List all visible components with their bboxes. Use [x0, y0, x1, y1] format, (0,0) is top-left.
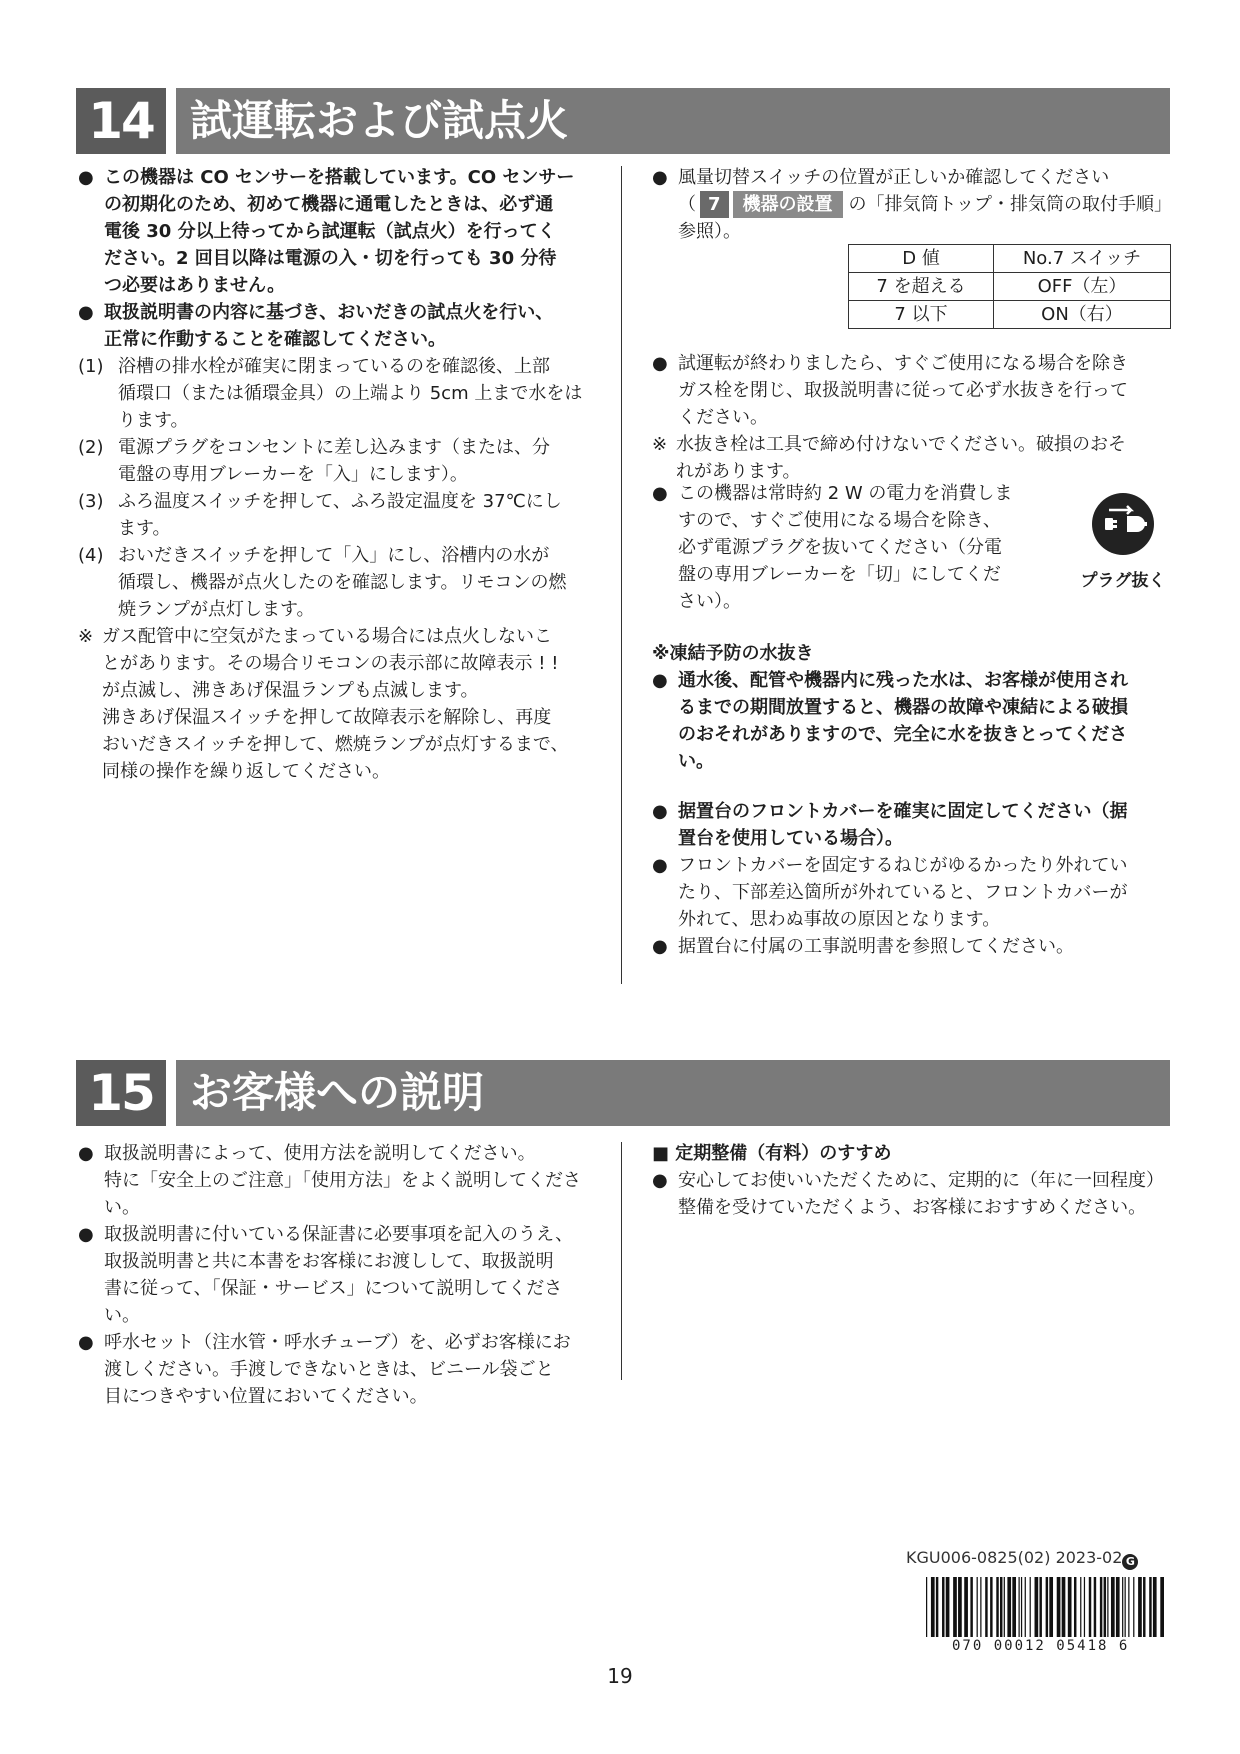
- bullet-item: [78, 1329, 598, 1410]
- line: 浴槽の排水栓が確実に閉まっているのを確認後、上部: [118, 356, 550, 377]
- table-header-cell: No.7 スイッチ: [994, 245, 1171, 273]
- bullet-marker: ●: [78, 1332, 94, 1353]
- bullet-marker: ●: [652, 936, 668, 957]
- bullet-marker: ●: [78, 167, 94, 188]
- g-mark-icon: G: [1122, 1554, 1138, 1570]
- column-divider: [621, 1142, 622, 1380]
- line: 同様の操作を繰り返してください。: [102, 761, 390, 782]
- step-number: (1): [78, 356, 104, 377]
- line: 取扱説明書と共に本書をお客様にお渡しして、取扱説明: [104, 1251, 554, 1272]
- line: い。: [104, 1197, 140, 1218]
- stand-items: [652, 798, 1172, 960]
- line: 整備を受けていただくよう、お客様におすすめください。: [678, 1197, 1147, 1218]
- table-row: [849, 273, 1171, 301]
- bullet-marker: ●: [652, 353, 668, 374]
- maintenance-items: [652, 1167, 1172, 1221]
- table-cell: 7 を超える: [849, 273, 994, 301]
- section-15-right-column: [652, 1140, 1172, 1221]
- table-row: [849, 301, 1171, 329]
- bullet-marker: ●: [652, 855, 668, 876]
- line: 特に「安全上のご注意」「使用方法」をよく説明してくださ: [104, 1170, 581, 1191]
- line: 水抜き栓は工具で締め付けないでください。破損のおそ: [676, 434, 1126, 455]
- line: ます。: [118, 518, 171, 539]
- step-number: (3): [78, 491, 104, 512]
- note-item: [78, 623, 598, 785]
- section-number: 15: [76, 1060, 166, 1126]
- fan-switch-bullet: [652, 164, 1172, 245]
- line: 電後 30 分以上待ってから試運転（試点火）を行ってく: [104, 221, 556, 242]
- line: のおそれがありますので、完全に水を抜きとってくださ: [678, 724, 1128, 745]
- line: 外れて、思わぬ事故の原因となります。: [678, 909, 1001, 930]
- bullet-item: [652, 933, 1172, 960]
- line: が点滅し、沸きあげ保温ランプも点滅します。: [102, 680, 479, 701]
- numbered-step: [78, 434, 598, 488]
- barcode-digits: 070 00012 05418 6: [952, 1638, 1130, 1654]
- line: 風量切替スイッチの位置が正しいか確認してください: [678, 167, 1110, 188]
- unplug-label: プラグ抜く: [1080, 571, 1166, 591]
- line: つ必要はありません。: [104, 275, 286, 296]
- bullet-item: [652, 350, 1172, 431]
- line: 必ず電源プラグを抜いてください（分電: [678, 537, 1002, 558]
- line: 書に従って、「保証・サービス」について説明してください。: [104, 1278, 563, 1326]
- bullet-item: [78, 299, 598, 353]
- note-item: [652, 431, 1172, 485]
- line: 据置台のフロントカバーを確実に固定してください（据: [678, 801, 1128, 822]
- bullet-marker: ●: [652, 670, 668, 691]
- table-header-row: [849, 245, 1171, 273]
- line: 安心してお使いいただくために、定期的に（年に一回程度）: [678, 1170, 1164, 1191]
- table-cell: 7 以下: [849, 301, 994, 329]
- line: 通水後、配管や機器内に残った水は、お客様が使用され: [678, 670, 1128, 691]
- section-title: お客様への説明: [176, 1060, 1170, 1126]
- line: フロントカバーを固定するねじがゆるかったり外れてい: [678, 855, 1128, 876]
- table-cell: OFF（左）: [994, 273, 1171, 301]
- column-divider: [621, 166, 622, 984]
- line: の初期化のため、初めて機器に通電したときは、必ず通: [104, 194, 554, 215]
- line: 目につきやすい位置においてください。: [104, 1386, 428, 1407]
- line: この機器は CO センサーを搭載しています。CO センサー: [104, 167, 575, 188]
- document-code-text: KGU006-0825(02) 2023-02: [906, 1548, 1123, 1567]
- line: るまでの期間放置すると、機器の故障や凍結による破損: [678, 697, 1128, 718]
- section-15-left-column: [78, 1140, 598, 1410]
- maintenance-heading: ■ 定期整備（有料）のすすめ: [652, 1143, 892, 1164]
- bullet-item: [652, 798, 1172, 852]
- reference-section-number: 7: [700, 191, 729, 218]
- numbered-step: [78, 542, 598, 623]
- reference-line: [678, 191, 1172, 218]
- line: さい）。: [678, 591, 741, 612]
- bullet-item: [78, 164, 598, 299]
- plug-item: [652, 480, 1052, 615]
- bullet-marker: ●: [652, 801, 668, 822]
- line: 取扱説明書に付いている保証書に必要事項を記入のうえ、: [104, 1224, 574, 1245]
- freeze-heading: ※凍結予防の水抜き: [652, 643, 814, 664]
- line: 正常に作動することを確認してください。: [104, 329, 446, 350]
- section-number: 14: [76, 88, 166, 154]
- line: 循環し、機器が点火したのを確認します。リモコンの燃: [118, 572, 567, 593]
- line: ガス栓を閉じ、取扱説明書に従って必ず水抜きを行って: [678, 380, 1128, 401]
- line: ださい。2 回目以降は電源の入・切を行っても 30 分待: [104, 248, 557, 269]
- bullet-item: [78, 1221, 598, 1329]
- bullet-marker: ●: [652, 483, 668, 504]
- line: 試運転が終わりましたら、すぐご使用になる場合を除き: [678, 353, 1128, 374]
- line: 渡しください。手渡しできないときは、ビニール袋ごと: [104, 1359, 554, 1380]
- document-code: [906, 1548, 1138, 1570]
- line: 焼ランプが点灯します。: [118, 599, 315, 620]
- section-14-right-items: [652, 350, 1172, 485]
- barcode: [926, 1577, 1164, 1637]
- section-14-right-column: [652, 164, 1172, 245]
- line: この機器は常時約 2 W の電力を消費しま: [678, 483, 1013, 504]
- line: 置台を使用している場合）。: [678, 828, 903, 849]
- line: すので、すぐご使用になる場合を除き、: [678, 510, 1001, 531]
- bullet-marker: ●: [652, 167, 668, 188]
- line: ります。: [118, 410, 189, 431]
- line: れがあります。: [676, 461, 801, 482]
- step-number: (2): [78, 437, 104, 458]
- table-header-cell: D 値: [849, 245, 994, 273]
- line: 循環口（または循環金具）の上端より 5cm 上まで水をは: [118, 383, 583, 404]
- page-number: 19: [607, 1664, 633, 1688]
- line: ふろ温度スイッチを押して、ふろ設定温度を 37℃にし: [118, 491, 562, 512]
- reference-section-title: 機器の設置: [733, 191, 843, 218]
- unplug-symbol: [1068, 492, 1178, 591]
- freeze-bullet: [652, 667, 1172, 775]
- step-number: (4): [78, 545, 104, 566]
- line: おいだきスイッチを押して、燃焼ランプが点灯するまで、: [102, 734, 569, 755]
- line: 取扱説明書の内容に基づき、おいだきの試点火を行い、: [104, 302, 554, 323]
- bullet-item: [652, 852, 1172, 933]
- line: 電盤の専用ブレーカーを「入」にします）。: [118, 464, 468, 485]
- plug-bullet: [652, 480, 1052, 615]
- reference-tail: の「排気筒トップ・排気筒の取付手順」: [848, 194, 1172, 215]
- switch-table: [848, 244, 1171, 329]
- unplug-icon: [1091, 492, 1155, 556]
- line: 呼水セット（注水管・呼水チューブ）を、必ずお客様にお: [104, 1332, 571, 1353]
- line: 参照）。: [678, 221, 741, 242]
- line: ガス配管中に空気がたまっている場合には点火しないこ: [102, 626, 552, 647]
- note-marker: ※: [652, 434, 668, 455]
- section-14-header: [76, 88, 1170, 154]
- note-marker: ※: [78, 626, 94, 647]
- line: とがあります。その場合リモコンの表示部に故障表示 ! !: [102, 653, 559, 674]
- numbered-step: [78, 353, 598, 434]
- line: 据置台に付属の工事説明書を参照してください。: [678, 936, 1074, 957]
- bullet-marker: ●: [78, 302, 94, 323]
- freeze-prevention: [652, 640, 1172, 775]
- paren: （: [678, 194, 696, 215]
- section-14-left-column: [78, 164, 598, 785]
- line: たり、下部差込箇所が外れていると、フロントカバーが: [678, 882, 1128, 903]
- numbered-step: [78, 488, 598, 542]
- line: 沸きあげ保温スイッチを押して故障表示を解除し、再度: [102, 707, 552, 728]
- line: 取扱説明書によって、使用方法を説明してください。: [104, 1143, 536, 1164]
- table-cell: ON（右）: [994, 301, 1171, 329]
- line: ください。: [678, 407, 768, 428]
- section-title: 試運転および試点火: [176, 88, 1170, 154]
- bullet-marker: ●: [652, 1170, 668, 1191]
- bullet-marker: ●: [78, 1224, 94, 1245]
- line: 電源プラグをコンセントに差し込みます（または、分: [118, 437, 550, 458]
- bullet-item: [78, 1140, 598, 1221]
- line: 盤の専用ブレーカーを「切」にしてくだ: [678, 564, 1001, 585]
- line: い。: [678, 751, 714, 772]
- line: おいだきスイッチを押して「入」にし、浴槽内の水が: [118, 545, 550, 566]
- bullet-marker: ●: [78, 1143, 94, 1164]
- bullet-item: [652, 1167, 1172, 1221]
- section-15-header: [76, 1060, 1170, 1126]
